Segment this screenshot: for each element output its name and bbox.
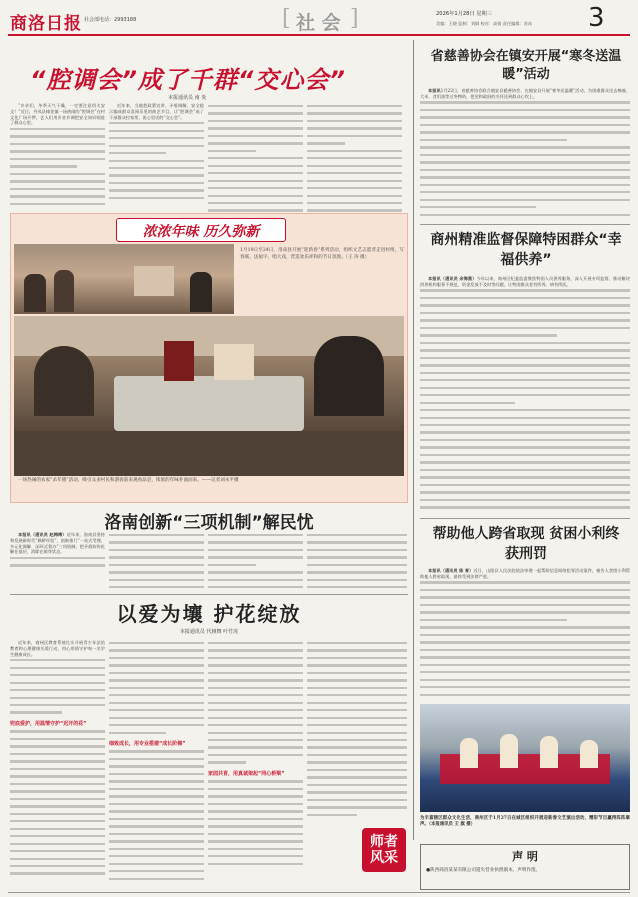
right-top-headline: 省慈善协会在镇安开展“寒冬送温暖”活动 bbox=[430, 49, 622, 82]
bottom-story-headline: 以爱为壤 护花绽放 bbox=[116, 602, 302, 626]
right-mid-text: 今年以来，商州区纪委监委聚焦特困人员供养服务，深入开展专项监督，推动解决供养机构服务不规范、资金发放不及时等问题，让特困群众老有所养、病有所医。 bbox=[420, 276, 630, 287]
top-story-column-1 bbox=[10, 103, 105, 218]
right-mid-byline: 本报讯（通讯员 余海燕） bbox=[428, 276, 477, 281]
top-story-paragraph: “乡亲们，冬季天气干燥，一定要注意用火安全！”近日，丹凤县棣花镇一场热闹的“腔调会”在村文化广场开锣，艺人们用乡音乡调把安全知识唱进了群众心里。 bbox=[10, 103, 105, 126]
notice-text: ●陕西商洛某某有限公司遗失营业执照副本，声明作废。 bbox=[426, 868, 541, 873]
right-mid-headline: 商州精准监督保障特困群众“幸福供养” bbox=[430, 232, 622, 268]
right-top-paragraph bbox=[420, 88, 630, 100]
bottom-story-column-3 bbox=[208, 640, 303, 880]
right-low-byline: 本报讯（通讯员 陈 育） bbox=[428, 568, 474, 573]
bottom-story-subhead-3: 家园共育，用真诚架起“同心桥梁” bbox=[208, 771, 285, 778]
masthead-editors: 美编：王晓 监制：刘炯 校对：高倩 责任编辑：苏冰 bbox=[436, 21, 533, 26]
top-story-byline: 本报通讯员 南 炎 bbox=[168, 95, 207, 101]
bottom-story-subhead-1: 兜底爱护，用温情守护“迟开的花” bbox=[10, 721, 87, 728]
section-bracket-left: [ bbox=[282, 6, 291, 31]
middle-story-headline: 洛南创新“三项机制”解民忧 bbox=[104, 513, 314, 533]
banner-photo-caption: 一场热闹的农家“杀年猪”活动，吸引众多村民和游客前来观看品尝，浓浓的年味扑面而来。——记者刘永平摄 bbox=[18, 478, 239, 483]
right-mid-paragraph bbox=[420, 276, 630, 288]
right-bottom-photo bbox=[420, 704, 630, 812]
right-low-paragraph bbox=[420, 568, 630, 580]
right-top-text: 1月22日，省慈善协会联合镇安县慈善协会，在镇安县开展“寒冬送温暖”活动，为困难群众送去棉被、大米、食用油等过冬物资，把党和政府的关怀送到群众心坎上。 bbox=[420, 88, 630, 99]
middle-story-column-2 bbox=[109, 532, 204, 590]
footer-rule bbox=[8, 892, 630, 893]
top-story-headline: “腔调会”成了千群“交心会” bbox=[30, 66, 346, 94]
top-story-paragraph: 近年来，当地把政策宣讲、矛盾调解、安全提示编成群众喜闻乐见的曲艺节目，让“腔调会”成了干部群众拉家常、说心里话的“交心会”。 bbox=[109, 103, 204, 120]
section-bracket-right: ] bbox=[350, 6, 359, 31]
page-number: 3 bbox=[588, 3, 605, 33]
banner-caption: 1月19日至24日，洛南县开展“迎新春”系列活动，组织文艺志愿者走进村组，写春联、送福字、唱大戏，营造欢乐祥和的节日氛围。（王 涛 摄） bbox=[240, 248, 404, 260]
section-label: 社 会 bbox=[296, 12, 341, 34]
bottom-story-subhead-2: 细致成长，用专业搭建“成长阶梯” bbox=[109, 741, 186, 748]
teacher-seal-text: 师者风采 bbox=[370, 834, 398, 866]
teacher-seal-stamp bbox=[362, 828, 406, 872]
middle-story-column-1 bbox=[10, 532, 105, 590]
masthead-date: 2026年1月28日 星期三 bbox=[436, 11, 492, 17]
middle-story-column-4 bbox=[307, 532, 407, 590]
masthead-rule bbox=[8, 34, 630, 36]
banner-main-photo bbox=[14, 316, 404, 476]
right-bottom-caption: 为丰富辖区群众文化生活，商州区于1月27日在城区组织开展迎新春文艺演出活动，精彩节目赢得阵阵掌声。（本报通讯员 王 旗 摄） bbox=[420, 816, 630, 828]
masthead-meta: 社会部电话：2993188 bbox=[84, 17, 137, 23]
right-mid-body bbox=[420, 276, 630, 512]
middle-story-paragraph bbox=[10, 532, 105, 555]
right-mid-rule bbox=[420, 224, 630, 225]
bottom-story-rule bbox=[10, 594, 408, 595]
banner-title: 浓浓年味 历久弥新 bbox=[142, 224, 260, 240]
top-story-column-2 bbox=[109, 103, 204, 218]
middle-story-byline: 本报讯（通讯员 赵梅梅） bbox=[18, 532, 67, 537]
right-top-body bbox=[420, 88, 630, 218]
banner-top-photo bbox=[14, 244, 234, 314]
right-low-text: 近日，山阳县人民法院依法审理一起帮助信息网络犯罪活动案件，被告人贪图小利帮助他人跨省取现，最终受到法律严惩。 bbox=[420, 568, 630, 579]
right-top-byline: 本报讯 bbox=[428, 88, 441, 93]
right-low-headline: 帮助他人跨省取现 贫困小利终获刑罚 bbox=[432, 526, 620, 562]
middle-story-column-3 bbox=[208, 532, 303, 590]
top-story-column-4 bbox=[307, 103, 402, 218]
right-low-body bbox=[420, 568, 630, 698]
bottom-story-byline: 本报通讯员 代娅舞 叶竹虎 bbox=[179, 629, 239, 635]
column-divider bbox=[413, 40, 414, 840]
bottom-story-paragraph: 近年来，商州区教育系统扎实开展青少年法治教育和心理健康关爱行动，用心用情守护每一名学生健康成长。 bbox=[10, 640, 105, 657]
right-low-rule bbox=[420, 518, 630, 519]
bottom-story-column-1 bbox=[10, 640, 105, 880]
masthead-logo: 商洛日报 bbox=[10, 14, 82, 34]
top-story-column-3 bbox=[208, 103, 303, 218]
notice-title: 声 明 bbox=[512, 850, 538, 863]
bottom-story-column-2 bbox=[109, 640, 204, 880]
middle-story-text: 近年来，洛南县坚持和发展新时代“枫桥经验”，创新推行“一站式受理、多元化调解、闭环式督办”三项机制，把矛盾纠纷化解在基层、消除在萌芽状态。 bbox=[10, 532, 105, 555]
